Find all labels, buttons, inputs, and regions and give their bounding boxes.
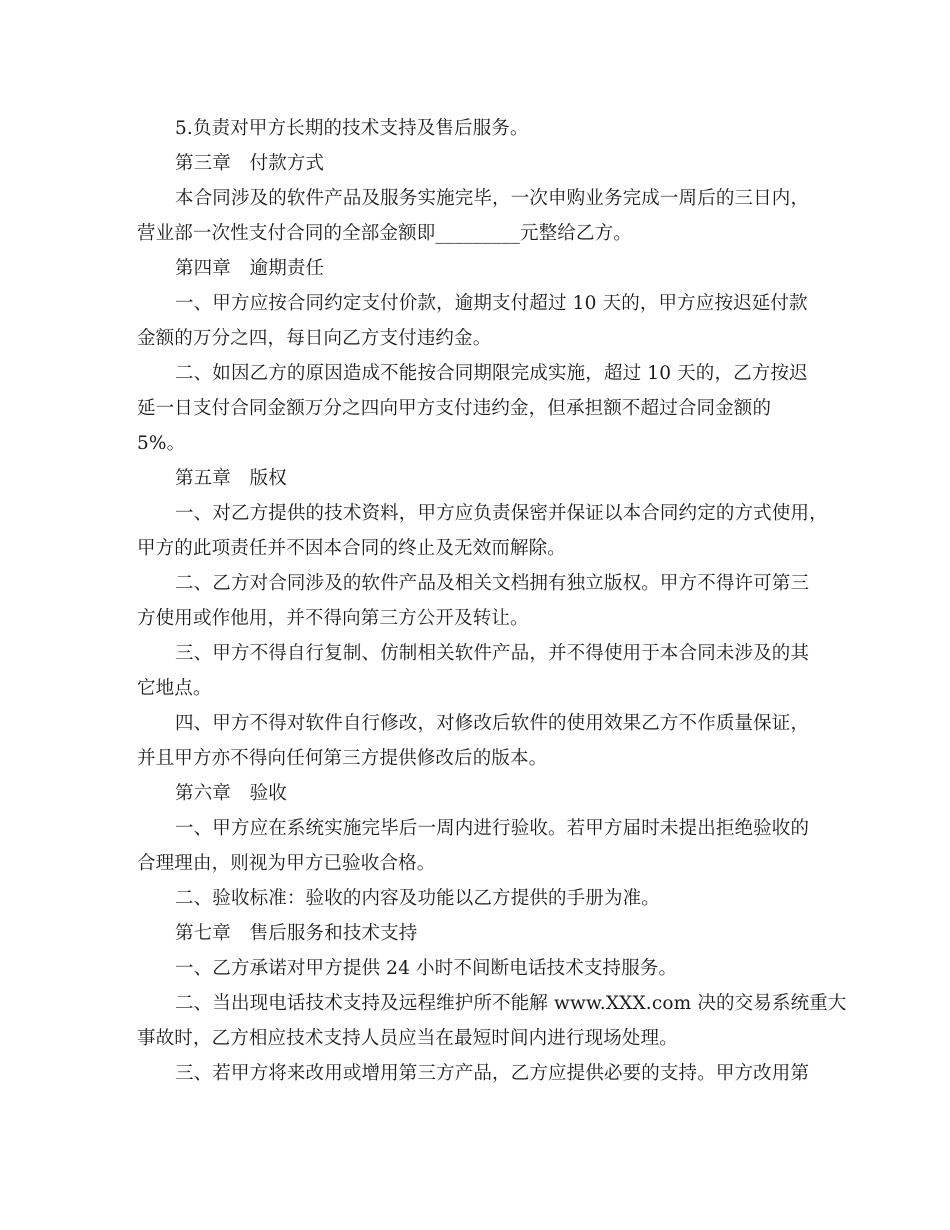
chapter-7-item-1: 一、乙方承诺对甲方提供 24 小时不间断电话技术支持服务。 — [175, 958, 678, 979]
chapter-7-heading: 第七章 售后服务和技术支持 — [175, 923, 418, 944]
chapter-5-item-1-line-2: 甲方的此项责任并不因本合同的终止及无效而解除。 — [137, 538, 566, 559]
chapter-3-para-line-2: 营业部一次性支付合同的全部金额即_________元整给乙方。 — [137, 223, 632, 244]
chapter-3-heading: 第三章 付款方式 — [175, 153, 325, 174]
chapter-5-item-2-line-1: 二、乙方对合同涉及的软件产品及相关文档拥有独立版权。甲方不得许可第三 — [175, 573, 810, 594]
chapter-5-heading: 第五章 版权 — [175, 468, 287, 489]
chapter-5-item-4-line-1: 四、甲方不得对软件自行修改，对修改后软件的使用效果乙方不作质量保证， — [175, 713, 810, 734]
chapter-4-item-2-line-3: 5%。 — [137, 433, 186, 454]
chapter-7-item-3-line-1: 三、若甲方将来改用或增用第三方产品，乙方应提供必要的支持。甲方改用第 — [175, 1063, 810, 1084]
chapter-5-item-3-line-2: 它地点。 — [137, 678, 212, 699]
chapter-3-para-line-1: 本合同涉及的软件产品及服务实施完毕，一次申购业务完成一周后的三日内， — [175, 188, 810, 209]
chapter-5-item-1-line-1: 一、对乙方提供的技术资料，甲方应负责保密并保证以本合同约定的方式使用， — [175, 503, 828, 524]
chapter-4-item-2-line-2: 延一日支付合同金额万分之四向甲方支付违约金，但承担额不超过合同金额的 — [137, 398, 772, 419]
chapter-4-heading: 第四章 逾期责任 — [175, 258, 325, 279]
chapter-7-item-2-line-1: 二、当出现电话技术支持及远程维护所不能解 www.XXX.com 决的交易系统重大 — [175, 993, 847, 1014]
chapter-4-item-1-line-1: 一、甲方应按合同约定支付价款，逾期支付超过 10 天的，甲方应按迟延付款 — [175, 293, 808, 314]
chapter-5-item-2-line-2: 方使用或作他用，并不得向第三方公开及转让。 — [137, 608, 529, 629]
chapter-5-item-4-line-2: 并且甲方亦不得向任何第三方提供修改后的版本。 — [137, 748, 548, 769]
chapter-6-item-1-line-2: 合理理由，则视为甲方已验收合格。 — [137, 853, 436, 874]
chapter-4-item-2-line-1: 二、如因乙方的原因造成不能按合同期限完成实施，超过 10 天的，乙方按迟 — [175, 363, 808, 384]
chapter-4-item-1-line-2: 金额的万分之四，每日向乙方支付违约金。 — [137, 328, 492, 349]
chapter-5-item-3-line-1: 三、甲方不得自行复制、仿制相关软件产品，并不得使用于本合同未涉及的其 — [175, 643, 810, 664]
chapter-6-item-1-line-1: 一、甲方应在系统实施完毕后一周内进行验收。若甲方届时未提出拒绝验收的 — [175, 818, 810, 839]
clause-5-responsibility: 5.负责对甲方长期的技术支持及售后服务。 — [175, 118, 529, 139]
chapter-7-item-2-line-2: 事故时，乙方相应技术支持人员应当在最短时间内进行现场处理。 — [137, 1028, 678, 1049]
chapter-6-item-2: 二、验收标准：验收的内容及功能以乙方提供的手册为准。 — [175, 888, 660, 909]
chapter-6-heading: 第六章 验收 — [175, 783, 287, 804]
